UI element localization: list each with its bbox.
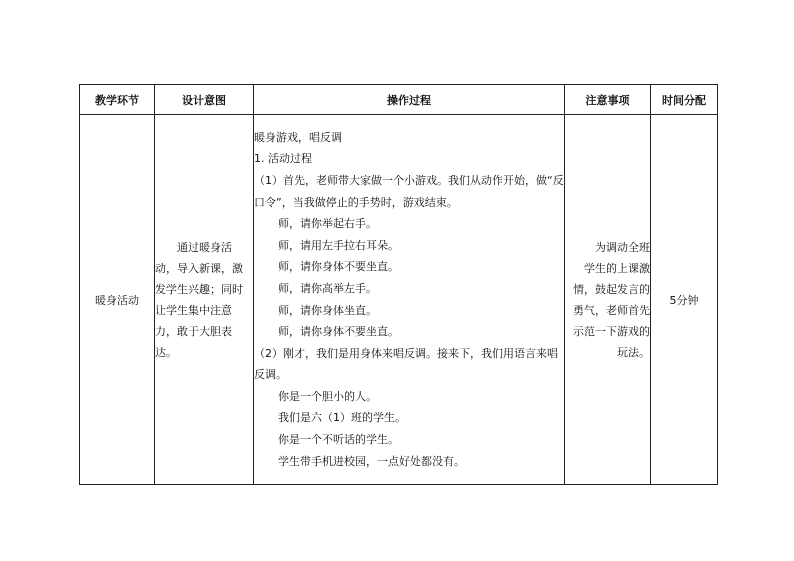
- list-item: 师，请你身体不要坐直。: [278, 260, 399, 274]
- notes-text: 为调动全班学生的上课激情，鼓起发言的勇气，老师首先示范一下游戏的玩法。: [573, 240, 650, 359]
- list-item: 我们是六（1）班的学生。: [278, 411, 406, 425]
- lesson-plan-table: [79, 84, 718, 485]
- process-section-1: 1. 活动过程: [254, 152, 312, 166]
- header-time: 时间分配: [651, 85, 718, 115]
- process-step-2: （2）刚才，我们是用身体来唱反调。接来下，我们用语言来唱反调。: [254, 346, 558, 382]
- process-step-1: （1）首先，老师带大家做一个小游戏。我们从动作开始，做“反口令”，当我做停止的手势时，游戏结束。: [254, 173, 564, 209]
- list-item: 师，请你高举左手。: [278, 281, 377, 295]
- list-item: 学生带手机进校园，一点好处都没有。: [278, 454, 465, 468]
- list-item: 你是一个不听话的学生。: [278, 433, 399, 447]
- cell-process: [254, 115, 565, 485]
- intent-text: 通过暖身活动，导入新课，激发学生兴趣；同时让学生集中注意力，敢于大胆表达。: [155, 240, 243, 359]
- process-title: 暖身游戏，唱反调: [254, 130, 342, 144]
- cell-notes: [565, 115, 651, 485]
- header-intent: 设计意图: [155, 85, 254, 115]
- header-stage: 教学环节: [80, 85, 155, 115]
- cell-stage: 暖身活动: [80, 115, 155, 485]
- list-item: 师，请你身体坐直。: [278, 303, 377, 317]
- header-notes: 注意事项: [565, 85, 651, 115]
- list-item: 师，请用左手拉右耳朵。: [278, 238, 399, 252]
- list-item: 师，请你举起右手。: [278, 217, 377, 231]
- header-row: [80, 85, 718, 115]
- table-row: [80, 115, 718, 485]
- cell-time: 5分钟: [651, 115, 718, 485]
- cell-intent: [155, 115, 254, 485]
- list-item: 师，请你身体不要坐直。: [278, 325, 399, 339]
- header-process: 操作过程: [254, 85, 565, 115]
- list-item: 你是一个胆小的人。: [278, 389, 377, 403]
